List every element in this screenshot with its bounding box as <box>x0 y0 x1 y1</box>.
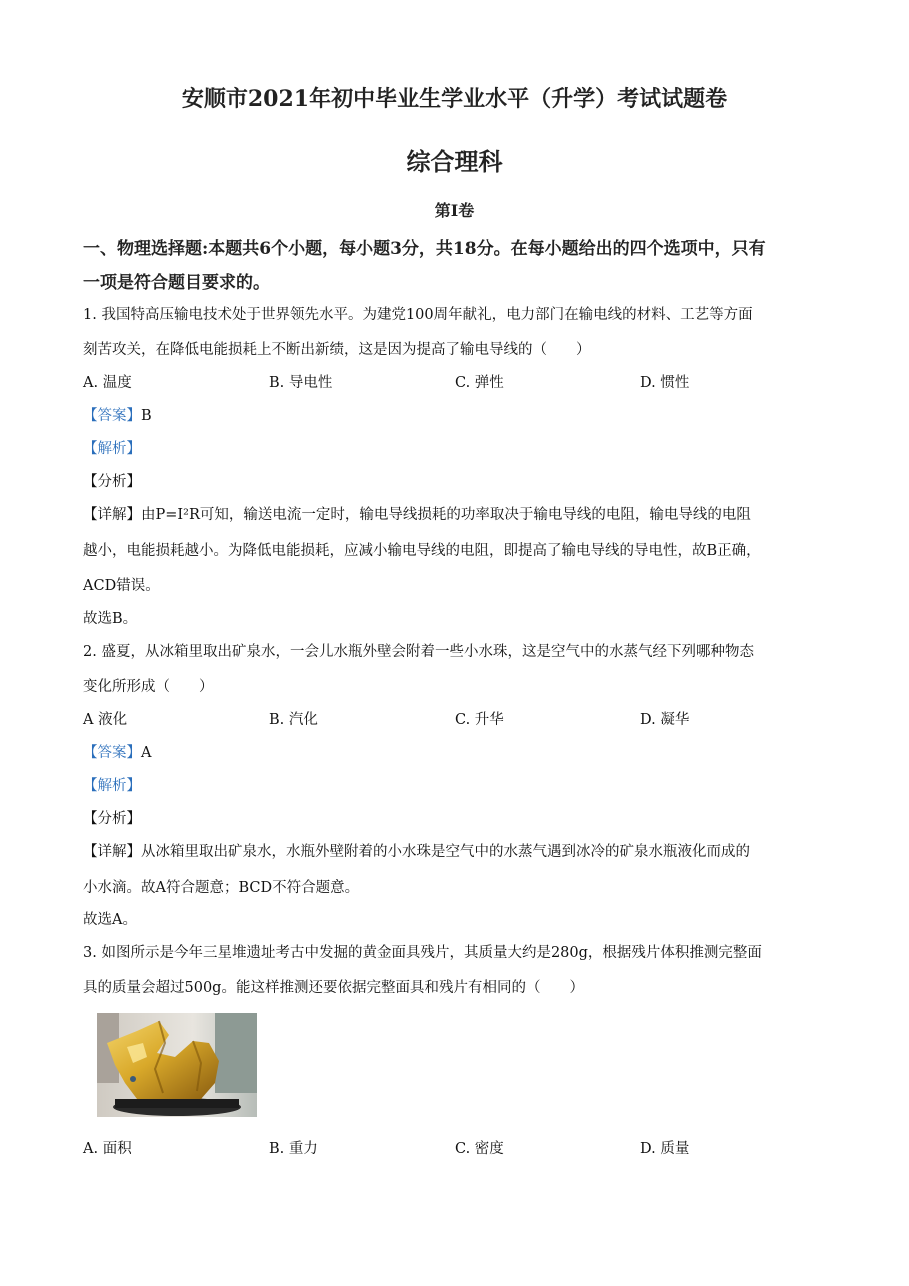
q2-fenxi: 【分析】 <box>83 811 141 827</box>
q1-stem-line2: 刻苦攻关，在降低电能损耗上不断出新绩，这是因为提高了输电导线的（ ） <box>83 342 591 358</box>
q2-option-a: A 液化 <box>83 712 128 728</box>
q2-jiexi: 【解析】 <box>83 778 141 794</box>
detail-tag: 【详解】 <box>83 507 141 523</box>
q1-option-b: B. 导电性 <box>269 375 333 391</box>
q1-jiexi: 【解析】 <box>83 441 141 457</box>
q2-detail-line2: 小水滴。故A符合题意；BCD不符合题意。 <box>83 880 360 896</box>
q1-answer <box>83 404 152 425</box>
q1-detail-line2: 越小，电能损耗越小。为降低电能损耗，应减小输电导线的电阻，即提高了输电导线的导电性，故B正确， <box>83 543 761 559</box>
exam-title: 安顺市2021年初中毕业生学业水平（升学）考试试题卷 <box>181 86 728 112</box>
gold-mask-photo <box>97 1013 257 1117</box>
q2-stem-line1: 2. 盛夏，从冰箱里取出矿泉水，一会儿水瓶外壁会附着一些小水珠，这是空气中的水蒸气经下列哪种物态 <box>83 644 754 660</box>
q2-option-c: C. 升华 <box>455 712 504 728</box>
section-heading-line1: 一、物理选择题:本题共6个小题，每小题3分，共18分。在每小题给出的四个选项中，只有 <box>83 239 766 259</box>
detail-tag: 【详解】 <box>83 844 141 860</box>
q2-stem-line2: 变化所形成（ ） <box>83 679 214 695</box>
q1-detail-line3: ACD错误。 <box>83 578 160 594</box>
q2-answer <box>83 741 151 762</box>
q3-option-d: D. 质量 <box>640 1141 690 1157</box>
q3-option-b: B. 重力 <box>269 1141 318 1157</box>
answer-tag: 【答案】 <box>83 745 141 761</box>
q2-detail-line1: 【详解】从冰箱里取出矿泉水，水瓶外壁附着的小水珠是空气中的水蒸气遇到冰冷的矿泉水瓶液化而成的 <box>83 844 750 860</box>
q3-option-a: A. 面积 <box>83 1141 132 1157</box>
q2-choose: 故选A。 <box>83 912 137 928</box>
q1-fenxi: 【分析】 <box>83 474 141 490</box>
answer-value: A <box>141 745 152 761</box>
answer-value: B <box>141 408 152 424</box>
exam-part: 第I卷 <box>434 201 475 220</box>
section-heading-line2: 一项是符合题目要求的。 <box>83 273 270 293</box>
q1-option-a: A. 温度 <box>83 375 132 391</box>
q2-option-b: B. 汽化 <box>269 712 318 728</box>
q1-option-c: C. 弹性 <box>455 375 504 391</box>
answer-tag: 【答案】 <box>83 408 141 424</box>
q1-choose: 故选B。 <box>83 611 138 627</box>
gold-mask-illustration <box>97 1013 257 1117</box>
q2-option-d: D. 凝华 <box>640 712 690 728</box>
q1-stem-line1: 1. 我国特高压输电技术处于世界领先水平。为建党100周年献礼，电力部门在输电线的材料、工艺等方面 <box>83 307 753 323</box>
q3-option-c: C. 密度 <box>455 1141 504 1157</box>
q3-stem-line1: 3. 如图所示是今年三星堆遗址考古中发掘的黄金面具残片，其质量大约是280g，根据残片体积推测完整面 <box>83 945 762 961</box>
q1-option-d: D. 惯性 <box>640 375 690 391</box>
q3-stem-line2: 具的质量会超过500g。能这样推测还要依据完整面具和残片有相同的（ ） <box>83 980 584 996</box>
exam-subtitle: 综合理科 <box>406 147 503 176</box>
q1-detail-line1: 【详解】由P=I²R可知，输送电流一定时，输电导线损耗的功率取决于输电导线的电阻，输电导线的电阻 <box>83 507 751 523</box>
